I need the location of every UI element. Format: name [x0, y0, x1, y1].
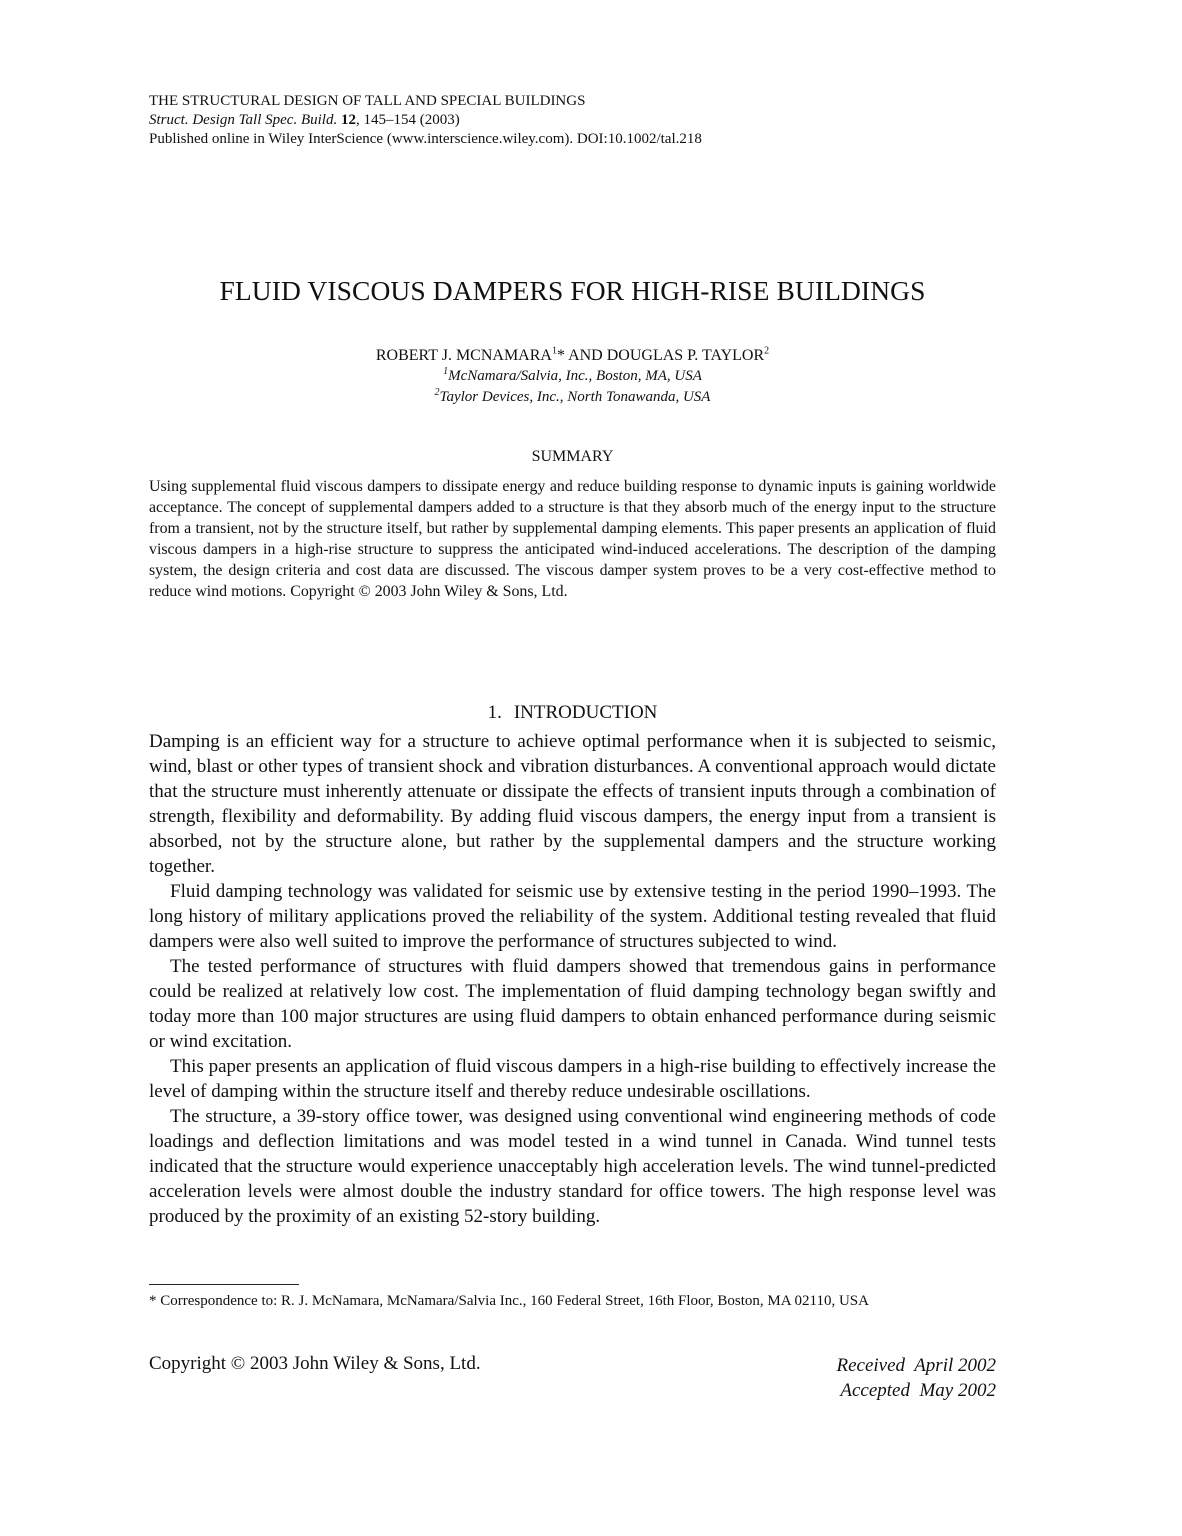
paper-page — [149, 92, 996, 1229]
section-title: INTRODUCTION — [513, 702, 658, 723]
affiliation-1-mark: 1 — [443, 366, 449, 377]
affiliation-2-text: Taylor Devices, Inc., North Tonawanda, USA — [439, 389, 711, 405]
author-line — [149, 346, 996, 366]
section-body — [149, 729, 996, 1229]
footnote-rule — [149, 1284, 299, 1285]
manuscript-dates — [836, 1353, 996, 1403]
affiliation-2-mark: 2 — [434, 387, 440, 398]
paragraph: The structure, a 39-story office tower, was designed using conventional wind engineering methods of code loadings and deflection limitations and was model tested in a wind tunnel in Canada. Wind tunnel tests indicated that the structure would experience unacceptably high acceleration levels. The wind tunnel-predicted acceleration levels were almost double the industry standard for office towers. The high response level was produced by the proximity of an existing 52-story building. — [149, 1106, 996, 1227]
summary-heading: SUMMARY — [531, 448, 614, 465]
citation-journal: Struct. Design Tall Spec. Build. — [149, 112, 338, 128]
received-date: Received April 2002 — [836, 1355, 996, 1376]
section-heading — [149, 701, 996, 725]
journal-name: THE STRUCTURAL DESIGN OF TALL AND SPECIAL BUILDINGS — [149, 93, 586, 109]
paragraph: Damping is an efficient way for a structure to achieve optimal performance when it is subjected to seismic, wind, blast or other types of transient shock and vibration disturbances. A conventional approach would dictate that the structure must inherently attenuate or dissipate the effects of transient inputs through a combination of strength, flexibility and deformability. By adding fluid viscous dampers, the energy input from a transient is absorbed, not by the structure alone, but rather by the supplemental dampers and the structure working together. — [149, 731, 996, 877]
accepted-date: Accepted May 2002 — [840, 1380, 996, 1401]
paper-title: FLUID VISCOUS DAMPERS FOR HIGH-RISE BUILDINGS — [219, 275, 926, 306]
author-2: * AND DOUGLAS P. TAYLOR — [556, 347, 765, 364]
copyright-notice: Copyright © 2003 John Wiley & Sons, Ltd. — [149, 1353, 481, 1374]
section-number: 1. — [487, 702, 502, 723]
journal-citation — [149, 111, 996, 130]
journal-header — [149, 92, 996, 149]
paragraph: The tested performance of structures with fluid dampers showed that tremendous gains in performance could be realized at relatively low cost. The implementation of fluid damping technology began swiftly and today more than 100 major structures are using fluid dampers to obtain enhanced performance during seismic or wind excitation. — [149, 956, 996, 1052]
paragraph: This paper presents an application of fluid viscous dampers in a high-rise building to effectively increase the level of damping within the structure itself and thereby reduce undesirable oscillations. — [149, 1056, 996, 1102]
author-1-mark: 1 — [551, 345, 557, 357]
footnote: * Correspondence to: R. J. McNamara, McNamara/Salvia Inc., 160 Federal Street, 16th Floor, Boston, MA 02110, USA — [149, 1293, 869, 1309]
summary-text: Using supplemental fluid viscous dampers to dissipate energy and reduce building response to dynamic inputs is gaining worldwide acceptance. The concept of supplemental dampers added to a structure is that they absorb much of the energy input to the structure from a transient, not by the structure itself, but rather by supplemental damping elements. This paper presents an application of fluid viscous dampers in a high-rise structure to suppress the anticipated wind-induced accelerations. The description of the damping system, the design criteria and cost data are discussed. The viscous damper system proves to be a very cost-effective method to reduce wind motions. Copyright © 2003 John Wiley & Sons, Ltd. — [149, 478, 996, 600]
citation-pages: , 145–154 (2003) — [355, 112, 460, 128]
citation-volume: 12 — [340, 112, 356, 128]
affiliation-1 — [149, 366, 996, 387]
affiliation-1-text: McNamara/Salvia, Inc., Boston, MA, USA — [448, 368, 702, 384]
author-1: ROBERT J. MCNAMARA — [375, 347, 552, 364]
affiliation-2 — [149, 387, 996, 408]
paragraph: Fluid damping technology was validated for seismic use by extensive testing in the period 1990–1993. The long history of military applications proved the reliability of the system. Additional testing revealed that fluid dampers were also well suited to improve the performance of structures subjected to wind. — [149, 881, 996, 952]
journal-published: Published online in Wiley InterScience (www.interscience.wiley.com). DOI:10.1002/tal.218 — [149, 131, 702, 147]
author-2-mark: 2 — [764, 345, 770, 357]
